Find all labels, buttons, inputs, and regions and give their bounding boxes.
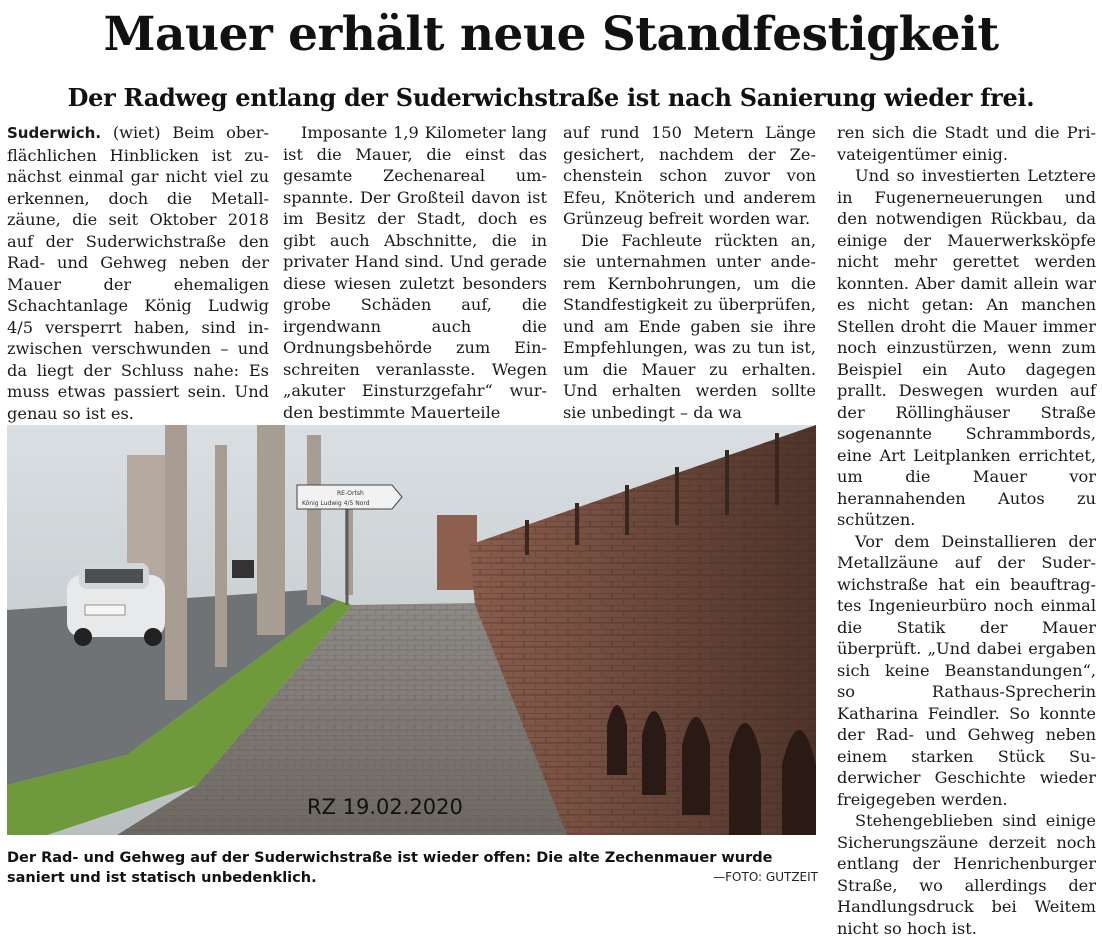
date-stamp: RZ 19.02.2020: [307, 795, 463, 819]
article-paragraph: [7, 122, 269, 424]
subheadline: Der Radweg entlang der Suderwichstraße ist nach Sanierung wieder frei.: [67, 83, 1035, 112]
article-paragraph: Die Fachleute rückten an, sie unternahmen unter anderem Kernbohrungen, um die Standfestigkeit zu überprüfen, und am Ende gaben sie ihre Empfehlungen, was zu tun ist, um die Mauer zu erhalten. Und erhalten werden sollte sie unbedingt – da wa: [563, 230, 816, 422]
sign-line-2: König Ludwig 4/5 Nord: [302, 500, 370, 507]
article-paragraph: Und so investierten Letztere in Fugenerneuerungen und den notwendigen Rückbau, da einige der Mauerwerksköpfe nicht mehr gerettet werden konnten. Aber damit allein war es nicht getan: An manchen Stellen droht die Mauer immer noch einzustürzen, wenn zum Beispiel ein Auto dagegen prallt. Deswegen wurden auf der Röllinghäuser Straße sogenannte Schrammbords, eine Art Leitplanken errichtet, um die Mauer vor herannahenden Autos zu schützen.: [837, 166, 1096, 529]
dateline: Suderwich.: [7, 124, 102, 142]
article-paragraph: ren sich die Stadt und die Privateigentümer einig.: [837, 123, 1096, 164]
street-wall-illustration: [7, 425, 816, 835]
article-paragraph: Imposante 1,9 Kilometer lang ist die Mauer, die einst das gesamte Zechenareal umspannte. Der Großteil davon ist im Besitz der Stadt, doch es gibt auch Abschnitte, die in privater Hand sind. Und gerade diese wiesen zuletzt besonders grobe Schäden auf, die irgendwann auch die Ordnungsbehörde zum Einschreiten veranlasste. Wegen „akuter Einsturzgefahr“ wurden bestimmte Mauerteile: [283, 123, 547, 422]
article-paragraph: Vor dem Deinstallieren der Metallzäune auf der Suderwichstraße hat ein beauftragtes Ingenieurbüro noch einmal die Statik der Mauer überprüft. „Und dabei ergaben sich keine Beanstandungen“, so Rathaus-Sprecherin Katharina Feindler. So konnte der Rad- und Gehweg neben einem starken Stück Suderwicher Geschichte wieder freigegeben werden.: [837, 531, 1096, 809]
article-paragraph: auf rund 150 Metern Länge gesichert, nachdem der Zechenstein schon zuvor von Efeu, Knöterich und anderem Grünzeug befreit worden war.: [563, 123, 816, 228]
photo-credit: —FOTO: GUTZEIT: [713, 870, 818, 884]
photo-caption: Der Rad- und Gehweg auf der Suderwichstraße ist wieder offen: Die alte Zechenmauer wurde saniert und ist statisch unbedenklich.: [7, 850, 773, 886]
article-photo: [7, 425, 816, 835]
article-paragraph: Stehengeblieben sind einige Sicherungszäune derzeit noch entlang der Henrichenburger Straße, wo allerdings der Handlungsdruck bei Weitem nicht so hoch ist.: [837, 811, 1096, 938]
headline: Mauer erhält neue Standfestigkeit: [103, 7, 999, 62]
article-column-4: [837, 122, 1096, 938]
article-column-3: [563, 122, 816, 422]
article-column-2: [283, 122, 547, 422]
car: [67, 563, 165, 646]
sign-line-1: RE-Ortsh: [337, 490, 364, 497]
paragraph-text: (wiet) Beim oberflächlichen Hinblicken ist zunächst einmal gar nicht viel zu erkennen, doch die Metallzäune, die seit Oktober 2018 auf der Suderwichstraße den Rad- und Gehweg neben der Mauer der ehemaligen Schachtanlage König Ludwig 4/5 versperrt haben, sind inzwischen verschwunden – und da liegt der Schluss nahe: Es muss etwas passiert sein. Und genau so ist es.: [7, 123, 269, 423]
article-column-1: [7, 122, 269, 423]
